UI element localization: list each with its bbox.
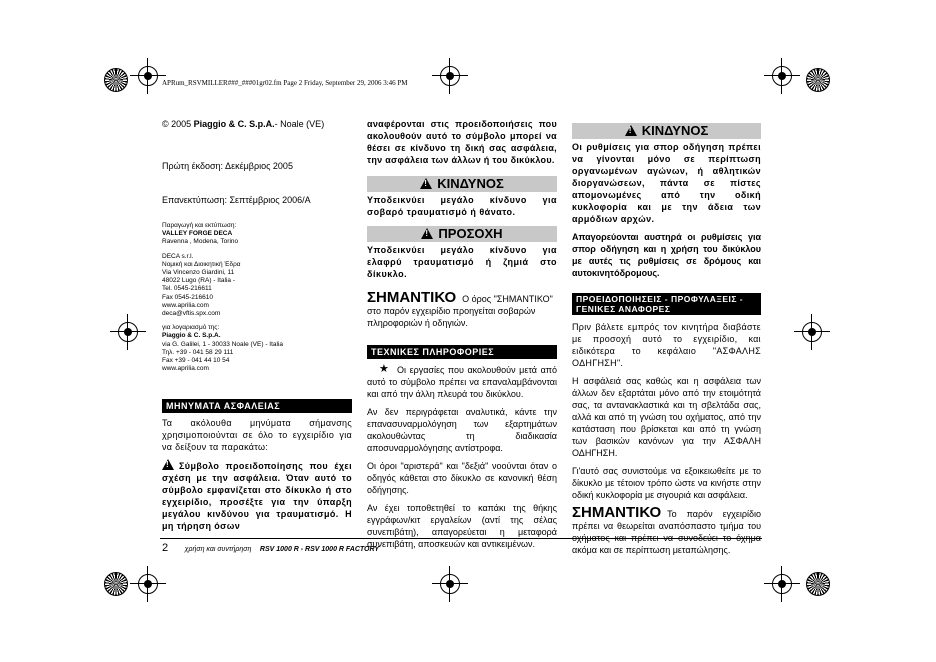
footer-section: χρήση και συντήρηση xyxy=(184,546,252,553)
first-edition: Πρώτη έκδοση: Δεκέμβριος 2005 xyxy=(162,161,293,171)
danger-heading-right: !ΚΙΝΔΥΝΟΣ xyxy=(572,123,761,139)
warning-triangle-icon xyxy=(625,125,637,136)
technical-info-heading: ΤΕΧΝΙΚΕΣ ΠΛΗΡΟΦΟΡΙΕΣ xyxy=(367,345,557,359)
warning-triangle-icon xyxy=(420,178,432,189)
caution-text: Υποδεικνύει μεγάλο κίνδυνο για ελαφρύ τραυματισμό ή ζημιά στο δίκυκλο. xyxy=(367,245,557,279)
danger-sport-prohibited: Απαγορεύονται αυστηρά οι ρυθμίσεις για σπορ οδήγηση και η χρήση του δικύκλου με αυτές τις ρυθμίσεις σε δρόμους και αυτοκινητόδρομους. xyxy=(572,232,761,278)
important-note: ΣΗΜΑΝΤΙΚΟ Ο όρος "ΣΗΜΑΝΤΙΚΟ" στο παρόν εγχειρίδιο προηγείται σοβαρών πληροφοριών ή οδηγιών. xyxy=(367,289,553,328)
warning-triangle-icon xyxy=(162,459,174,470)
important-label-right: ΣΗΜΑΝΤΙΚΟ xyxy=(572,504,662,521)
technical-info-p2: Αν δεν περιγράφεται αναλυτικά, κάντε την επανασυναρμολόγηση των εξαρτημάτων ακολουθώντας τη διαδικασία αποσυναρμολόγησης αντίστροφα. xyxy=(367,407,557,453)
copyright-company: Piaggio & C. S.p.A. xyxy=(193,119,275,129)
star-icon: ★ xyxy=(379,363,389,375)
technical-info-p3: Οι όροι "αριστερά" και "δεξιά" νοούνται όταν ο οδηγός κάθεται στο δίκυκλο σε κανονική θέση οδήγησης. xyxy=(367,461,557,495)
precautions-p1: Πριν βάλετε εμπρός τον κινητήρα διαβάστε με προσοχή αυτό το εγχειρίδιο, και ειδικότερα το κεφάλαιο "ΑΣΦΑΛΗΣ ΟΔΗΓΗΣΗ". xyxy=(572,322,761,368)
registration-mark-top-left xyxy=(136,64,160,88)
file-header-line: APRum_RSVMILLER###_###01gr02.fm Page 2 Friday, September 29, 2006 3:46 PM xyxy=(162,79,408,87)
danger-sport-settings: Οι ρυθμίσεις για σπορ οδήγηση πρέπει να γίνονται μόνο σε περίπτωση οργανωμένων αγώνων, ή αθλητικών διοργανώσεων, πάντα σε πίστες απομονωμένες από την οδική κυκλοφορία και με την άδεια των αρμόδιων αρχών. xyxy=(572,142,761,224)
caution-heading: !ΠΡΟΣΟΧΗ xyxy=(367,226,557,242)
warning-symbol-description: !Σύμβολο προειδοποίησης που έχει σχέση με την ασφάλεια. Όταν αυτό το σύμβολο εμφανίζεται στο δίκυκλο ή στο εγχειρίδιο, προσέξτε για την ύπαρξη μεγάλου κινδύνου για τραυματισμό. Η μη τήρηση όσων xyxy=(162,459,352,532)
copyright-line: © 2005 Piaggio & C. S.p.A.- Noale (VE) xyxy=(162,119,325,129)
reprint-date: Επανεκτύπωση: Σεπτέμβριος 2006/A xyxy=(162,195,311,205)
registration-mark-left-middle xyxy=(116,320,140,344)
footer xyxy=(162,542,379,554)
registration-mark-top-right xyxy=(770,64,794,88)
color-dial-bottom-right xyxy=(806,572,830,596)
column-left xyxy=(162,118,352,538)
safety-messages-heading: ΜΗΝΥΜΑΤΑ ΑΣΦΑΛΕΙΑΣ xyxy=(162,399,352,413)
warning-continuation: αναφέρονται στις προειδοποιήσεις που ακολουθούν αυτό το σύμβολο μπορεί να θέσει σε κίνδυνο τη δική σας ασφάλεια, την ασφάλεια των άλλων ή του δικύκλου. xyxy=(367,119,557,165)
important-label: ΣΗΜΑΝΤΙΚΟ xyxy=(367,289,457,306)
page-number: 2 xyxy=(162,542,169,554)
registration-mark-bottom-right xyxy=(770,572,794,596)
warning-triangle-icon xyxy=(421,228,433,239)
precautions-heading: ΠΡΟΕΙΔΟΠΟΙΗΣΕΙΣ - ΠΡΟΦΥΛΑΞΕΙΣ - ΓΕΝΙΚΕΣ ΑΝΑΦΟΡΕΣ xyxy=(572,293,761,315)
danger-text: Υποδεικνύει μεγάλο κίνδυνο για σοβαρό τραυματισμό ή θάνατο. xyxy=(367,195,557,217)
color-dial-top-right xyxy=(806,68,830,92)
footer-model: RSV 1000 R - RSV 1000 R FACTORY xyxy=(259,546,380,553)
piaggio-address-block: για λογαριασμό της: Piaggio & C. S.p.A. via G. Galilei, 1 - 30033 Noale (VE) - Italia Τηλ. +39 - 041 58 29 111 Fax +39 - 041 44 10 54 www.aprilia.com xyxy=(162,324,284,373)
registration-mark-bottom-center xyxy=(438,572,462,596)
color-dial-bottom-left xyxy=(104,572,128,596)
danger-heading: !ΚΙΝΔΥΝΟΣ xyxy=(367,176,557,192)
precautions-p3: Γι'αυτό σας συνιστούμε να εξοικειωθείτε με το δίκυκλο με τέτοιον τρόπο ώστε να κινήστε στην οδική κυκλοφορία με σιγουριά και ασφάλεια. xyxy=(572,466,761,500)
registration-mark-top-center xyxy=(438,64,462,88)
important-note-right: ΣΗΜΑΝΤΙΚΟ Το παρόν εγχειρίδιο πρέπει να θεωρείται αναπόσπαστο τμήμα του οχήματος και πρέπει να συνοδεύει το όχημα ακόμα και σε περίπτωση μεταπώλησης. xyxy=(572,504,761,555)
technical-info-p4: Αν έχει τοποθετηθεί το καπάκι της θήκης εγγράφων/κιτ εργαλείων (αντί της σέλας συνεπιβάτη), απαγορεύεται η μεταφορά συνεπιβάτη, αποσκευών και αντικειμένων. xyxy=(367,503,557,549)
technical-info-p1: Οι εργασίες που ακολουθούν μετά από αυτό το σύμβολο πρέπει να επαναλαμβάνονται και από την άλλη πλευρά του δικύκλου. xyxy=(367,365,557,399)
deca-address-block: DECA s.r.l. Νομική και Διοικητική Έδρα Via Vincenzo Giardini, 11 48022 Lugo (RA) - Italia - Tel. 0545-216611 Fax 0545-216610 www.aprilia.com deca@vftis.spx.com xyxy=(162,252,241,318)
registration-mark-right-middle xyxy=(800,320,824,344)
column-right xyxy=(572,123,761,562)
producer-block: Παραγωγή και εκτύπωση: VALLEY FORGE DECA Ravenna , Modena, Torino xyxy=(162,222,239,246)
footer-rule xyxy=(160,538,762,539)
column-middle xyxy=(367,118,557,556)
safety-messages-text: Τα ακόλουθα μηνύματα σήμανσης χρησιμοποιούνται σε όλο το εγχειρίδιο για να δείξουν τα παρακάτω: xyxy=(162,418,352,453)
color-dial-top-left xyxy=(104,68,128,92)
registration-mark-bottom-left xyxy=(136,572,160,596)
precautions-p2: Η ασφάλειά σας καθώς και η ασφάλεια των άλλων δεν εξαρτάται μόνο από την ετοιμότητά σας, τα αντανακλαστικά και τη σβελτάδα σας, αλλά και από τη γνώση του οχήματος, από την κατάσταση που βρίσκεται και από τη γνώση των βασικών κανόνων για την ΑΣΦΑΛΗ ΟΔΗΓΗΣΗ. xyxy=(572,376,761,458)
